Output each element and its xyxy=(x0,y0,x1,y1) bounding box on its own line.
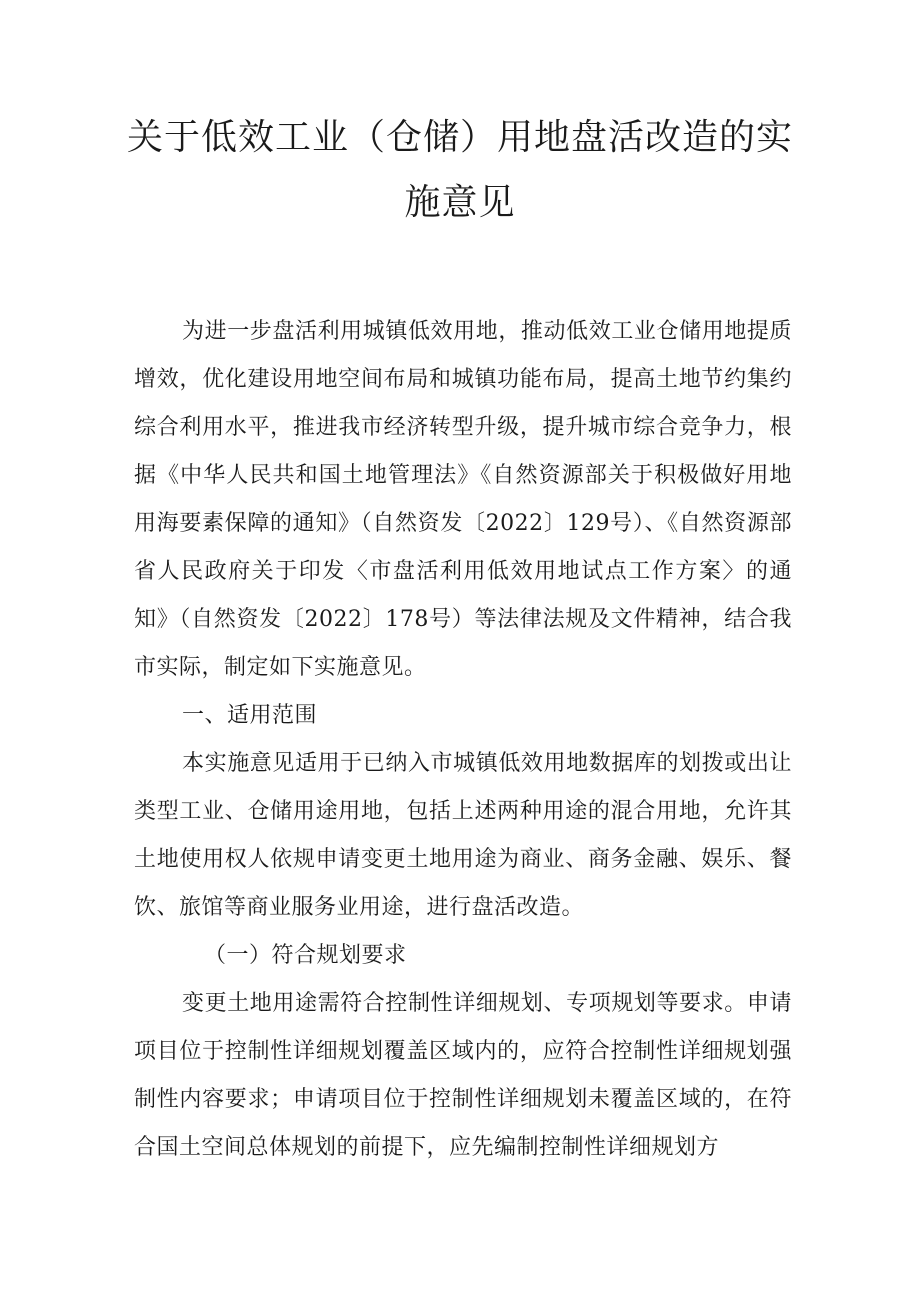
document-title-line-1: 关于低效工业（仓储）用地盘活改造的实 xyxy=(126,117,793,158)
document-title-line-2: 施意见 xyxy=(404,182,516,223)
intro-paragraph: 为进一步盘活利用城镇低效用地，推动低效工业仓储用地提质增效，优化建设用地空间布局和城镇功能布局，提高土地节约集约综合利用水平，推进我市经济转型升级，提升城市综合竞争力，根据《中华人民共和国土地管理法》《自然资源部关于积极做好用地用海要素保障的通知》（自然资发〔2022〕129号）、《自然资源部省人民政府关于印发〈市盘活利用低效用地试点工作方案〉的通知》（自然资发〔2022〕178号）等法律法规及文件精神，结合我市实际，制定如下实施意见。 xyxy=(134,319,792,680)
subsection-heading-planning: （一）符合规划要求 xyxy=(204,943,407,968)
section-heading-scope: 一、适用范围 xyxy=(182,703,318,728)
subsection-body-planning: 变更土地用途需符合控制性详细规划、专项规划等要求。申请项目位于控制性详细规划覆盖区域内的，应符合控制性详细规划强制性内容要求；申请项目位于控制性详细规划未覆盖区域的，在符合国土空间总体规划的前提下，应先编制控制性详细规划方 xyxy=(134,991,792,1160)
section-body-scope: 本实施意见适用于已纳入市城镇低效用地数据库的划拨或出让类型工业、仓储用途用地，包括上述两种用途的混合用地，允许其土地使用权人依规申请变更土地用途为商业、商务金融、娱乐、餐饮、旅馆等商业服务业用途，进行盘活改造。 xyxy=(134,751,792,920)
